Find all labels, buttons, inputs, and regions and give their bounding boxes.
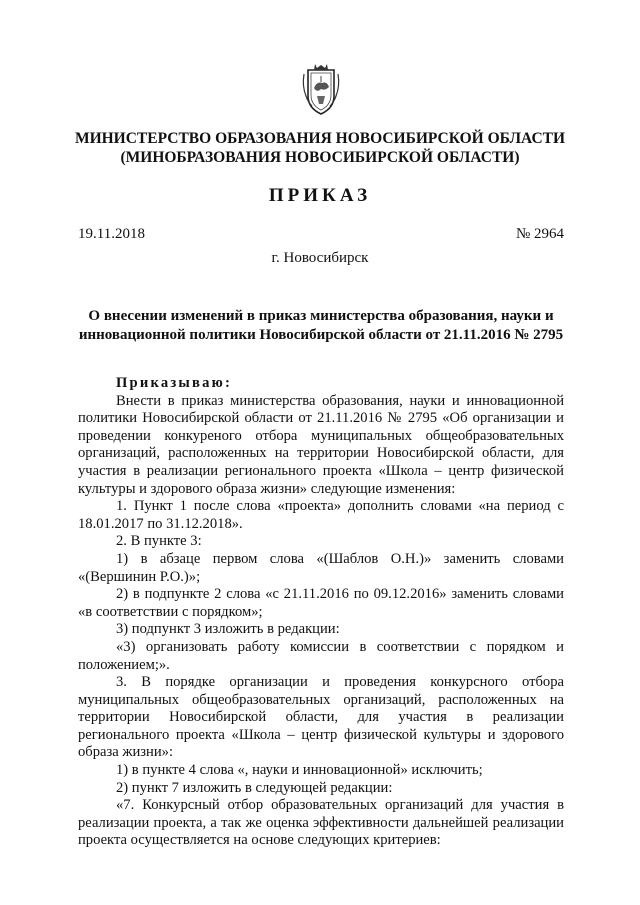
document-type: ПРИКАЗ — [268, 185, 372, 206]
document-number: № 2964 — [515, 226, 564, 242]
subject-line: инновационной политики Новосибирской области от 21.11.2016 № 2795 — [78, 327, 564, 343]
body-paragraph: Внести в приказ министерства образования, науки и инновационной политики Новосибирской области от 21.11.2016 № 2795 «Об организации и проведении конкуреного отбора муниципальных общеобразовательных организаций, расположенных на территории Новосибирской области, для участия в реализации регионального проекта «Школа – центр физической культуры и здорового образа жизни» следующие изменения: — [78, 392, 564, 497]
body-paragraph: 1) в абзаце первом слова «(Шаблов О.Н.)» заменить словами «(Вершинин Р.О.)»; — [78, 550, 564, 585]
document-date: 19.11.2018 — [78, 226, 145, 242]
body-paragraph: «7. Конкурсный отбор образовательных организаций для участия в реализации проекта, а так же оценка эффективности дальнейшей реализации проекта осуществляется на основе следующих критериев: — [78, 797, 564, 849]
body-paragraph: 1. Пункт 1 после слова «проекта» дополнить словами «на период с 18.01.2017 по 31.12.2018». — [78, 498, 564, 532]
coat-of-arms-icon — [300, 62, 342, 116]
body-paragraph: «3) организовать работу комиссии в соответствии с порядком и положением;». — [78, 638, 564, 673]
document-city: г. Новосибирск — [271, 250, 369, 266]
document-subject — [78, 307, 564, 345]
ministry-name: МИНИСТЕРСТВО ОБРАЗОВАНИЯ НОВОСИБИРСКОЙ ОБЛАСТИ — [74, 130, 566, 147]
body-paragraph: 3. В порядке организации и проведения конкурсного отбора муниципальных общеобразовательных организаций, расположенных на территории Новосибирской области, для участия в реализации регионального проекта «Школа – центр физической культуры и здорового образа жизни»: — [78, 674, 564, 761]
document-body — [78, 375, 564, 850]
body-paragraph: 1) в пункте 4 слова «, науки и инновационной» исключить; — [116, 762, 483, 779]
body-paragraph: 2. В пункте 3: — [116, 533, 202, 550]
subject-line: О внесении изменений в приказ министерства образования, науки и — [88, 308, 554, 324]
order-word: Приказываю: — [116, 375, 233, 391]
body-paragraph: 2) в подпункте 2 слова «с 21.11.2016 по 09.12.2016» заменить словами «в соответствии с порядком»; — [78, 586, 564, 620]
ministry-short-name: (МИНОБРАЗОВАНИЯ НОВОСИБИРСКОЙ ОБЛАСТИ) — [120, 149, 520, 166]
body-paragraph: 3) подпункт 3 изложить в редакции: — [116, 621, 340, 638]
body-paragraph: 2) пункт 7 изложить в следующей редакции: — [116, 779, 393, 796]
